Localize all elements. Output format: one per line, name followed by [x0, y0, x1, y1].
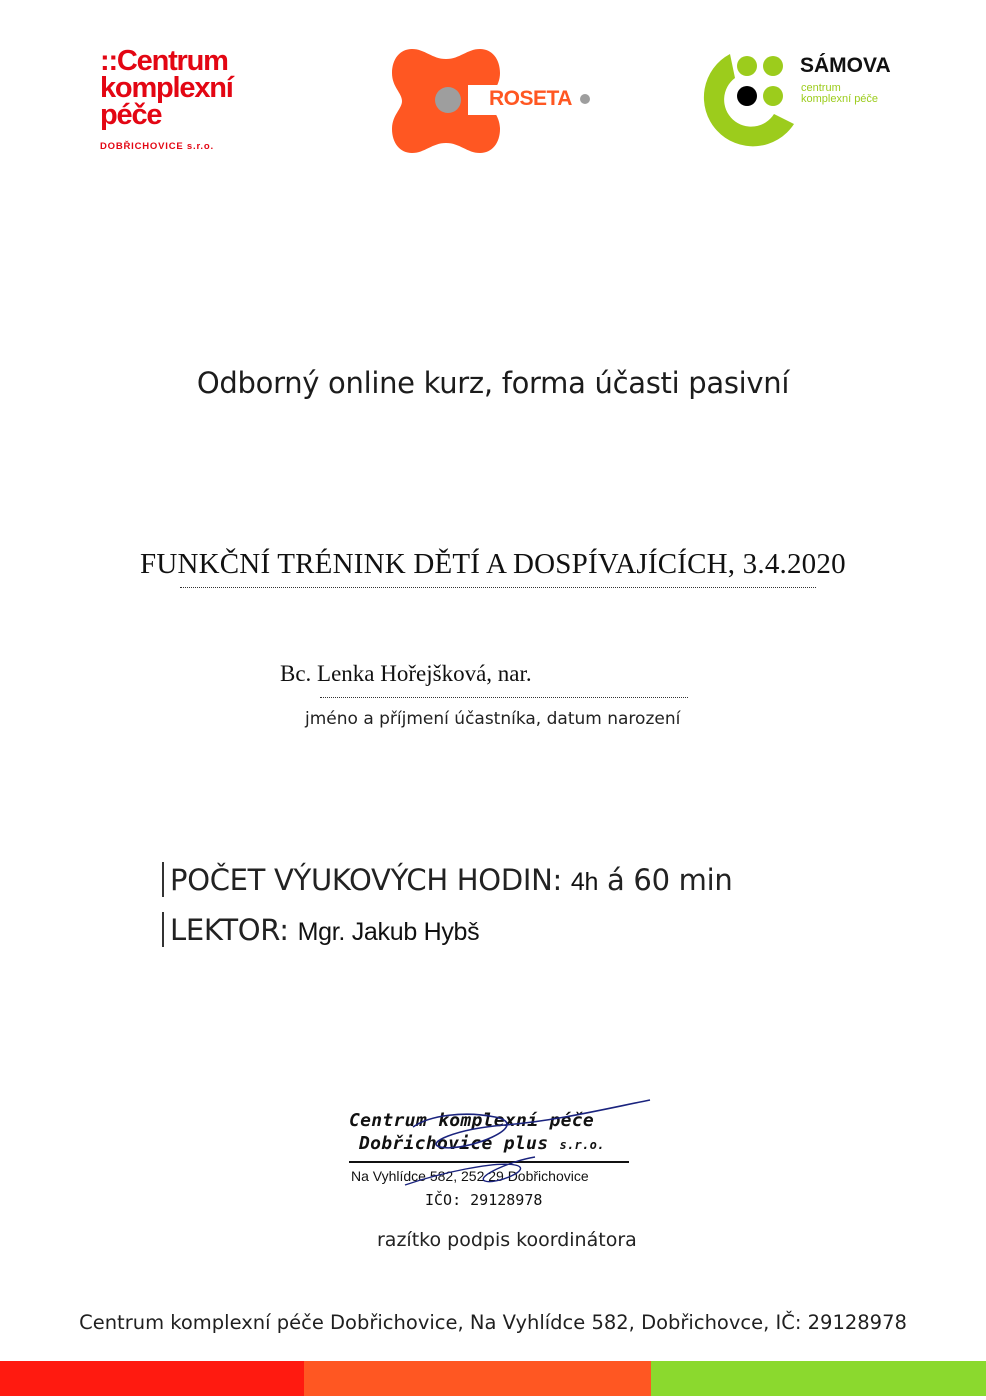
- ckp-logo-line3: péče: [100, 99, 162, 131]
- ckp-logo-line4: DOBŘICHOVICE s.r.o.: [100, 141, 214, 152]
- samova-logo-sub1: centrum: [801, 82, 841, 94]
- lecturer-label: LEKTOR:: [170, 913, 289, 947]
- stamp-line2-suffix: s.r.o.: [559, 1138, 605, 1152]
- lecturer-value: Mgr. Jakub Hybš: [297, 918, 480, 946]
- lecturer-divider: [162, 912, 164, 947]
- signature-icon: [345, 1095, 665, 1220]
- samova-logo-subtitle: [801, 83, 878, 105]
- footer-stripe-green: [651, 1361, 986, 1396]
- hours-row: [162, 862, 732, 897]
- stamp-line2-name: Dobřichovice plus: [359, 1133, 549, 1154]
- ckp-logo-line2: komplexní: [100, 72, 233, 104]
- footer-text: Centrum komplexní péče Dobřichovice, Na Vyhlídce 582, Dobřichovce, IČ: 29128978: [79, 1311, 907, 1334]
- ckp-logo-line1: ::Centrum: [100, 45, 228, 77]
- stamp-ico: IČO: 29128978: [425, 1191, 543, 1209]
- footer-stripe-red: [0, 1361, 304, 1396]
- roseta-logo-text: ROSETA: [489, 87, 572, 110]
- company-stamp: [345, 1095, 665, 1220]
- course-type: Odborný online kurz, forma účasti pasivní: [196, 366, 790, 400]
- samova-emblem-icon: [690, 52, 800, 156]
- roseta-logo: [392, 47, 597, 155]
- participant-caption: jméno a příjmení účastníka, datum narození: [305, 709, 681, 729]
- participant-dotted-line: [320, 697, 688, 698]
- hours-divider: [162, 862, 164, 897]
- hours-unit: á 60 min: [607, 863, 733, 897]
- hours-value: 4h: [570, 868, 599, 896]
- hours-label: POČET VÝUKOVÝCH HODIN:: [170, 863, 562, 897]
- ckp-logo: [100, 45, 280, 158]
- lecturer-row: [162, 912, 479, 947]
- samova-logo-sub2: komplexní péče: [801, 93, 879, 105]
- participant-name: Bc. Lenka Hořejšková, nar.: [280, 661, 532, 686]
- samova-logo: [690, 52, 910, 156]
- stamp-line1: Centrum komplexní péče: [349, 1110, 595, 1131]
- course-title-dotted-line: [180, 587, 816, 588]
- course-title: FUNKČNÍ TRÉNINK DĚTÍ A DOSPÍVAJÍCÍCH, 3.4.2020: [140, 548, 846, 580]
- footer-stripe-orange: [304, 1361, 651, 1396]
- samova-logo-name: SÁMOVA: [800, 54, 891, 77]
- stamp-caption: razítko podpis koordinátora: [377, 1229, 637, 1251]
- stamp-address: Na Vyhlídce 582, 252 29 Dobřichovice: [351, 1168, 589, 1184]
